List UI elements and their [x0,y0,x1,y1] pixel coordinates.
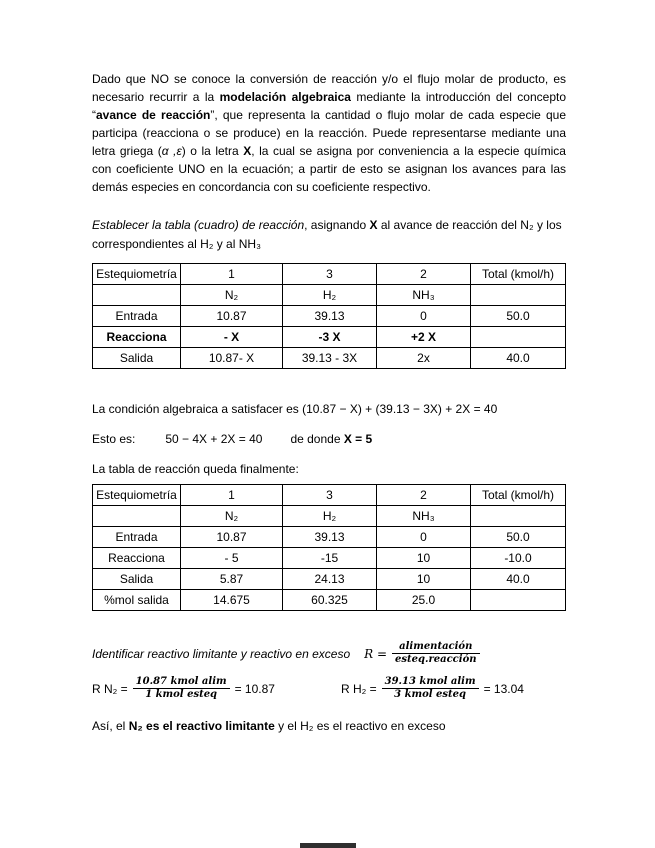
table-cell: 10.87 [181,306,283,327]
table-cell: 1 [181,264,283,285]
table-cell: 1 [181,485,283,506]
table-cell: -3 X [283,327,377,348]
n2-ratio-result: = 10.87 [234,681,275,696]
identify-instruction-row [92,641,566,666]
page-bottom-mark [300,843,356,848]
table-cell: 25.0 [377,590,471,611]
text-run: ) o la letra [181,144,244,158]
table-cell: H₂ [283,506,377,527]
table-cell: Entrada [93,306,181,327]
initial-reaction-table [92,263,566,369]
table-row [93,590,566,611]
table-cell: 40.0 [471,348,566,369]
solution-connector: de donde [290,432,344,446]
table-cell: 2 [377,485,471,506]
final-table-intro: La tabla de reacción queda finalmente: [92,462,299,476]
table-cell: Reacciona [93,327,181,348]
table-cell: 39.13 [283,306,377,327]
table-row [93,264,566,285]
text-run: X [369,218,378,232]
text-run: X [243,144,252,158]
text-run: ”, que representa la cantidad o flujo molar de cada especie que participa (reacciona o se produce) en la reacción. Puede representarse mediante una letra griega ( [92,108,566,158]
table-cell: Total (kmol/h) [471,264,566,285]
text-run: , asignando [304,218,370,232]
solution-equation: 50 − 4X + 2X = 40 [165,432,263,446]
table-cell: 0 [377,306,471,327]
limiting-reagent-text: N₂ es el reactivo limitante [128,719,275,733]
table-cell: 40.0 [471,569,566,590]
table-cell: 14.675 [181,590,283,611]
table-cell [471,506,566,527]
text-run: , la cual se asigna por conveniencia a la especie química con coeficiente UNO en la ecuación; a partir de esto se asignan los avances para las demás especies en concordancia con su coeficiente respectivo. [92,144,566,194]
table-cell: N₂ [181,506,283,527]
ratio-calculations-row [92,676,566,701]
text-run: y el H₂ es el reactivo en exceso [274,719,446,733]
table-cell: Salida [93,569,181,590]
table-cell [471,327,566,348]
n2-ratio [92,676,275,701]
solution-line [92,430,566,448]
ratio-definition-fraction [392,641,479,666]
ratio-definition [364,641,479,666]
table-row [93,548,566,569]
table-cell [93,506,181,527]
fraction-numerator: 39.13 kmol alim [382,676,479,689]
text-run: avance de reacción [96,108,211,122]
h2-ratio-label: R H₂ = [340,681,377,696]
text-run: Dado que NO se conoce la conversión de reacción y/o el flujo molar de producto, es necesario recurrir a la [92,72,566,104]
h2-ratio-fraction [382,676,479,701]
table-cell: 24.13 [283,569,377,590]
table-cell: N₂ [181,285,283,306]
text-run: modelación algebraica [219,90,351,104]
table-cell: 2x [377,348,471,369]
table-cell: 3 [283,264,377,285]
table-cell: 0 [377,527,471,548]
table-cell: - X [181,327,283,348]
table-cell: 60.325 [283,590,377,611]
table-row [93,285,566,306]
table-cell: 39.13 [283,527,377,548]
table-cell: 2 [377,264,471,285]
table-row [93,306,566,327]
table-cell: Entrada [93,527,181,548]
table-cell: 10 [377,569,471,590]
table-cell: NH₃ [377,285,471,306]
fraction-denominator: esteq.reacción [395,654,477,665]
table-row [93,506,566,527]
n2-ratio-fraction [133,676,230,701]
table-cell: 39.13 - 3X [283,348,377,369]
table-cell: 50.0 [471,527,566,548]
fraction-denominator: 3 kmol esteq [394,689,467,700]
intro-paragraph [92,70,566,196]
text-run: mediante la introducción del concepto “ [92,90,567,122]
table-cell: Reacciona [93,548,181,569]
table-cell: - 5 [181,548,283,569]
n2-ratio-label: R N₂ = [92,681,128,696]
table-cell: 10.87- X [181,348,283,369]
table-cell: 5.87 [181,569,283,590]
table-cell: -15 [283,548,377,569]
setup-instruction [92,216,566,254]
table-cell: 10.87 [181,527,283,548]
table-cell: +2 X [377,327,471,348]
table-cell: 50.0 [471,306,566,327]
table-cell: Total (kmol/h) [471,485,566,506]
text-run: al avance de reacción del N₂ y los correspondientes al H₂ y al NH₃ [92,218,562,251]
table-cell: %mol salida [93,590,181,611]
algebraic-condition-line: La condición algebraica a satisfacer es (10.87 − X) + (39.13 − 3X) + 2X = 40 [92,402,498,416]
table-cell [471,285,566,306]
table-row [93,485,566,506]
final-reaction-table [92,484,566,611]
table-cell: Salida [93,348,181,369]
document-content [92,0,566,735]
table-cell: -10.0 [471,548,566,569]
table-cell: Estequiometría [93,485,181,506]
table-cell [471,590,566,611]
table-cell: 10 [377,548,471,569]
table-row [93,327,566,348]
solution-label: Esto es: [92,432,136,446]
table-row [93,348,566,369]
ratio-definition-label: R = [364,646,388,661]
greek-letters-run: α ,ε [161,144,182,158]
text-run: Establecer la tabla (cuadro) de reacción [92,218,305,232]
table-cell [93,285,181,306]
table-cell: 3 [283,485,377,506]
table-cell: NH₃ [377,506,471,527]
table-row [93,527,566,548]
table-cell: H₂ [283,285,377,306]
fraction-numerator: 10.87 kmol alim [133,676,230,689]
fraction-denominator: 1 kmol esteq [145,689,218,700]
text-run: Así, el [92,719,129,733]
h2-ratio [341,676,524,701]
fraction-numerator: alimentación [392,641,479,654]
table-cell: Estequiometría [93,264,181,285]
conclusion-line [92,717,566,735]
solution-result: X = 5 [343,432,373,446]
identify-instruction: Identificar reactivo limitante y reactivo en exceso [92,646,351,661]
h2-ratio-result: = 13.04 [483,681,524,696]
table-row [93,569,566,590]
